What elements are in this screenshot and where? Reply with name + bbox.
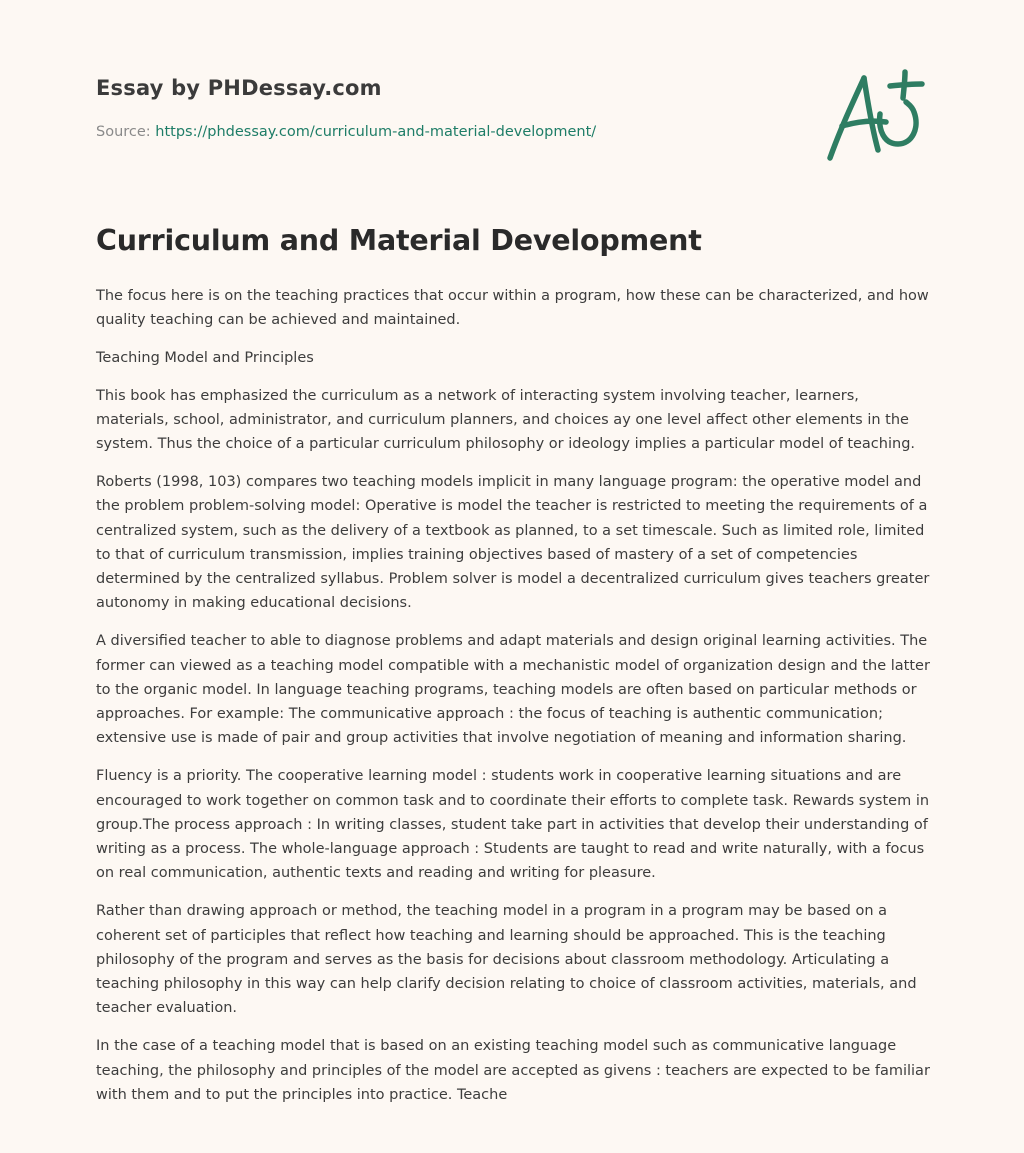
essay-paragraph: Roberts (1998, 103) compares two teaching models implicit in many language program: the operative model and the problem problem-solving model: Operative is model the teacher is restricted to meeting the requirements of a centralized system, such as the delivery of a textbook as planned, to a set timescale. Such as limited role, limited to that of curriculum transmission, implies training objectives based of mastery of a set of competencies determined by the centralized syllabus. Problem solver is model a decentralized curriculum gives teachers greater autonomy in making educational decisions.	[96, 474, 930, 612]
source-link[interactable]: https://phdessay.com/curriculum-and-material-development/	[155, 124, 597, 140]
a-plus-logo-icon	[822, 68, 928, 166]
essay-paragraph: This book has emphasized the curriculum as a network of interacting system involving teacher, learners, materials, school, administrator, and curriculum planners, and choices ay one level affect other elements in the system. Thus the choice of a particular curriculum philosophy or ideology implies a particular model of teaching.	[96, 387, 916, 453]
essay-title: Curriculum and Material Development	[96, 224, 702, 257]
essay-paragraph: In the case of a teaching model that is based on an existing teaching model such as communicative language teaching, the philosophy and principles of the model are accepted as givens : teachers are expected to be familiar with them and to put the principles into practice. Teache	[96, 1038, 930, 1103]
essay-paragraph: The focus here is on the teaching practices that occur within a program, how these can be characterized, and how quality teaching can be achieved and maintained.	[96, 288, 929, 329]
essay-paragraph: A diversified teacher to able to diagnose problems and adapt materials and design original learning activities. The former can viewed as a teaching model compatible with a mechanistic model of organization design and the latter to the organic model. In language teaching programs, teaching models are often based on particular methods or approaches. For example: The communicative approach : the focus of teaching is authentic communication; extensive use is made of pair and group activities that involve negotiation of meaning and information sharing.	[96, 633, 930, 747]
essay-paragraph: Rather than drawing approach or method, the teaching model in a program in a program may be based on a coherent set of participles that reflect how teaching and learning should be approached. This is the teaching philosophy of the program and serves as the basis for decisions about classroom methodology. Articulating a teaching philosophy in this way can help clarify decision relating to choice of classroom activities, materials, and teacher evaluation.	[96, 903, 917, 1017]
essay-paragraph: Fluency is a priority. The cooperative learning model : students work in cooperative learning situations and are encouraged to work together on common task and to coordinate their efforts to complete task. Rewards system in group.The process approach : In writing classes, student take part in activities that develop their understanding of writing as a process. The whole-language approach : Students are taught to read and write naturally, with a focus on real communication, authentic texts and reading and writing for pleasure.	[96, 768, 930, 882]
source-label: Source:	[96, 124, 151, 140]
essay-body	[96, 284, 932, 1121]
source-line	[96, 124, 596, 140]
section-subheading: Teaching Model and Principles	[96, 350, 314, 367]
site-title: Essay by PHDessay.com	[96, 76, 382, 100]
